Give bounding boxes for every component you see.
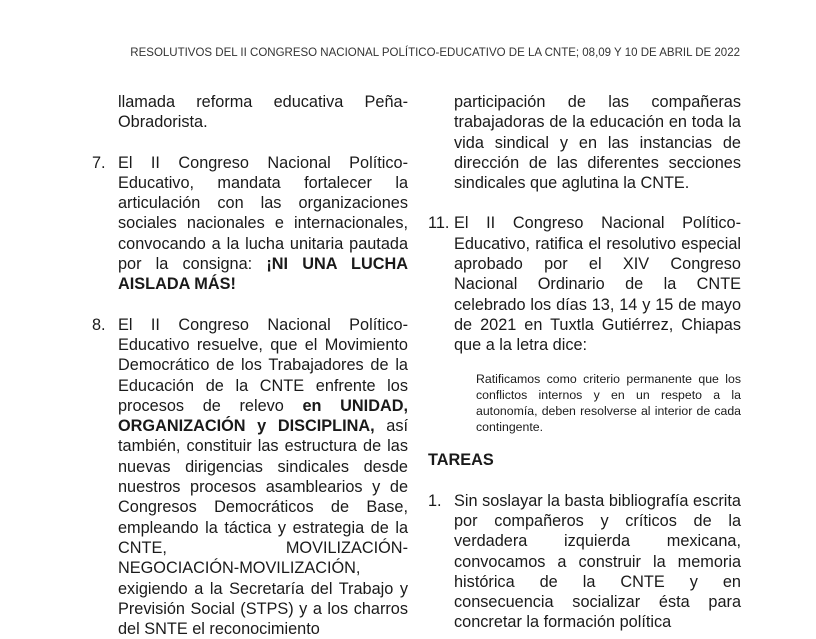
item-number: 11. — [428, 214, 450, 233]
spacer — [428, 435, 741, 450]
item-text: Sin soslayar la basta bibliografía escrita por compañeros y críticos de la verdadera izquierda mexicana, convocamos a construir la memoria histórica de la CNTE y en consecuencia socializar ésta para concretar la formación política — [454, 491, 741, 632]
section-title: TAREAS — [428, 451, 494, 470]
item-number: 1. — [428, 491, 442, 510]
resolution-item-8 — [92, 315, 408, 639]
spacer — [92, 295, 408, 315]
item-slogan: ¡NI UNA LUCHA AISLADA MÁS! — [118, 255, 408, 294]
item-text — [118, 153, 408, 295]
spacer — [428, 356, 741, 371]
item-text: El II Congreso Nacional Político-Educativo, ratifica el resolutivo especial aprobado por el XIV Congreso Nacional Ordinario de la CNTE celebrado los días 13, 14 y 15 de mayo de 2021 en Tuxtla Gutiérrez, Chiapas que a la letra dice: — [454, 214, 741, 355]
item-text-plain: El II Congreso Nacional Político-Educativo resuelve, que el Movimiento Democrático de los Trabajadores de la Educación de la CNTE enfrente los procesos de relevo — [118, 315, 408, 415]
item-emphasis: en UNIDAD, ORGANIZACIÓN y DISCIPLINA, — [118, 396, 408, 436]
task-item-1 — [428, 491, 741, 633]
item-text — [118, 315, 408, 639]
spacer — [428, 193, 741, 213]
continuation-paragraph: participación de las compañeras trabajadoras de la educación en toda la vida sindical y en las instancias de dirección de las diferentes secciones sindicales que aglutina la CNTE. — [454, 93, 741, 193]
item-text-plain: El II Congreso Nacional Político-Educativo, mandata fortalecer la articulación con las organizaciones sociales nacionales e internacionales, convocando a la lucha unitaria pautada por la consigna: — [118, 153, 408, 274]
continuation-paragraph: llamada reforma educativa Peña-Obradorista. — [118, 93, 408, 132]
resolution-item-7 — [92, 153, 408, 295]
resolution-item-11 — [428, 213, 741, 355]
item-text-plain: así también, constituir las estructura de las nuevas dirigencias sindicales desde nuestros procesos asamblearios y de Congresos Democráticos de Base, empleando la táctica y estrategia de la CNTE, MOVILIZACIÓN-NEGOCIACIÓN-MOVILIZACIÓN, exigiendo a la Secretaría del Trabajo y Previsión Social (STPS) y a los charros del SNTE el reconocimiento — [118, 417, 408, 639]
right-column — [428, 92, 741, 633]
block-quote: Ratificamos como criterio permanente que los conflictos internos y en un respeto a la autonomía, deben resolverse al interior de cada contingente. — [476, 371, 741, 435]
item-number: 8. — [92, 315, 106, 334]
page-header: RESOLUTIVOS DEL II CONGRESO NACIONAL POLÍTICO-EDUCATIVO DE LA CNTE; 08,09 Y 10 DE ABRIL DE 2022 — [130, 47, 740, 59]
spacer — [428, 471, 741, 491]
spacer — [92, 133, 408, 153]
item-number: 7. — [92, 153, 106, 172]
left-column — [92, 92, 408, 639]
